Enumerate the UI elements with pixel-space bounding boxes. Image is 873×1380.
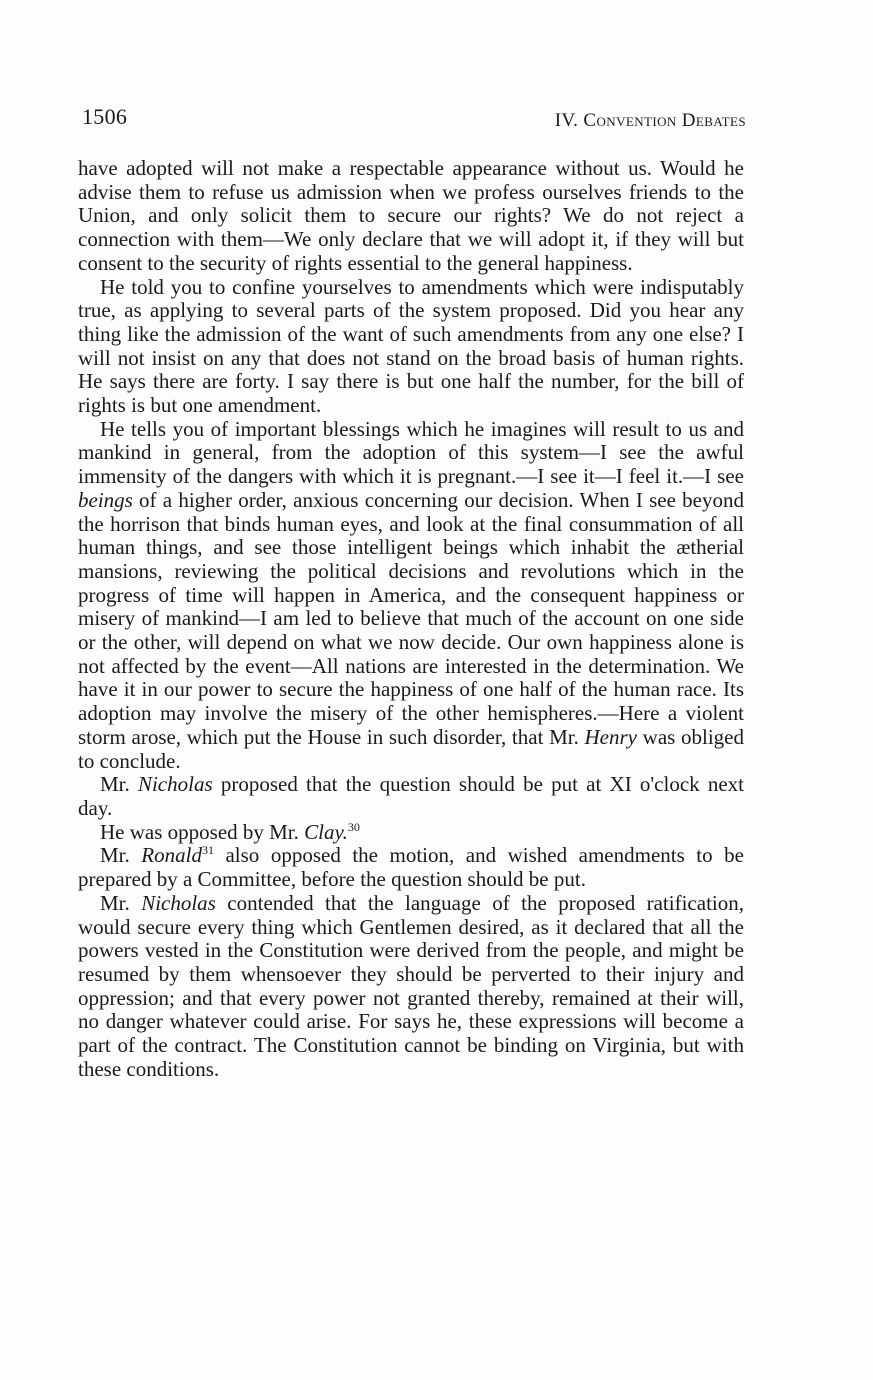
italic-text: Clay. — [304, 819, 348, 844]
footnote-marker: 31 — [201, 843, 214, 858]
text-run: was obliged to conclude. — [78, 724, 744, 773]
body-text — [78, 157, 744, 1081]
paragraph — [78, 844, 744, 891]
text-run: Mr. — [100, 890, 142, 915]
italic-text: beings — [78, 487, 133, 512]
text-run: He tells you of important blessings which he imagines will result to us and mankind in general, from the adoption of this system—I see the awful immensity of the dangers with which it is pregnant.—I see it—I feel it.—I see — [78, 416, 744, 489]
text-run: contended that the language of the proposed ratification, would secure every thing which Gentlemen desired, as it declared that all the powers vested in the Constitution were derived from the people, and might be resumed by them whensoever they should be perverted to their injury and oppression; and that every power not granted thereby, remained at their will, no danger whatever could arise. For says he, these expressions will become a part of the contract. The Constitution cannot be binding on Virginia, but with these conditions. — [78, 890, 744, 1081]
text-run: also opposed the motion, and wished amendments to be prepared by a Committee, before the question should be put. — [78, 843, 744, 892]
italic-text: Nicholas — [141, 890, 216, 915]
text-run: proposed that the question should be put at XI o'clock next day. — [78, 772, 745, 820]
paragraph — [78, 157, 744, 276]
paragraph — [78, 276, 744, 418]
text-run: of a higher order, anxious concerning our decision. When I see beyond the horrison that binds human eyes, and look at the final consummation of all human things, and see those intelligent beings which inhabit the ætherial mansions, reviewing the political decisions and revolutions which in the progress of time will happen in America, and the consequent happiness or misery of mankind—I am led to believe that much of the account on one side or the other, will depend on what we now decide. Our own happiness alone is not affected by the event—All nations are interested in the determination. We have it in our power to secure the happiness of one half of the human race. Its adoption may involve the misery of the other hemispheres.—Here a violent storm arose, which put the House in such disorder, that Mr. — [78, 487, 744, 749]
paragraph — [78, 821, 744, 845]
italic-text: Ronald — [141, 843, 202, 868]
text-run: He told you to confine yourselves to amendments which were indisputably true, as applying to several parts of the system proposed. Did you hear any thing like the admission of the want of such amendments from any one else? I will not insist on any that does not stand on the broad basis of human rights. He says there are forty. I say there is but one half the number, for the bill of rights is but one amendment. — [78, 274, 744, 418]
text-run: Mr. — [100, 843, 142, 868]
italic-text: Henry — [584, 724, 637, 749]
text-run: Mr. — [100, 772, 138, 797]
section-title: IV. Convention Debates — [554, 110, 746, 131]
text-run: have adopted will not make a respectable appearance without us. Would he advise them to refuse us admission when we profess ourselves friends to the Union, and only solicit them to secure our rights? We do not reject a connection with them—We only declare that we will adopt it, if they will but consent to the security of rights essential to the general happiness. — [78, 156, 744, 275]
paragraph — [78, 892, 744, 1082]
running-head — [82, 104, 746, 136]
paragraph — [78, 773, 744, 820]
footnote-marker: 30 — [347, 819, 360, 834]
page-number: 1506 — [82, 104, 128, 129]
paragraph — [78, 418, 744, 774]
italic-text: Nicholas — [137, 772, 213, 797]
text-run: He was opposed by Mr. — [100, 819, 305, 844]
